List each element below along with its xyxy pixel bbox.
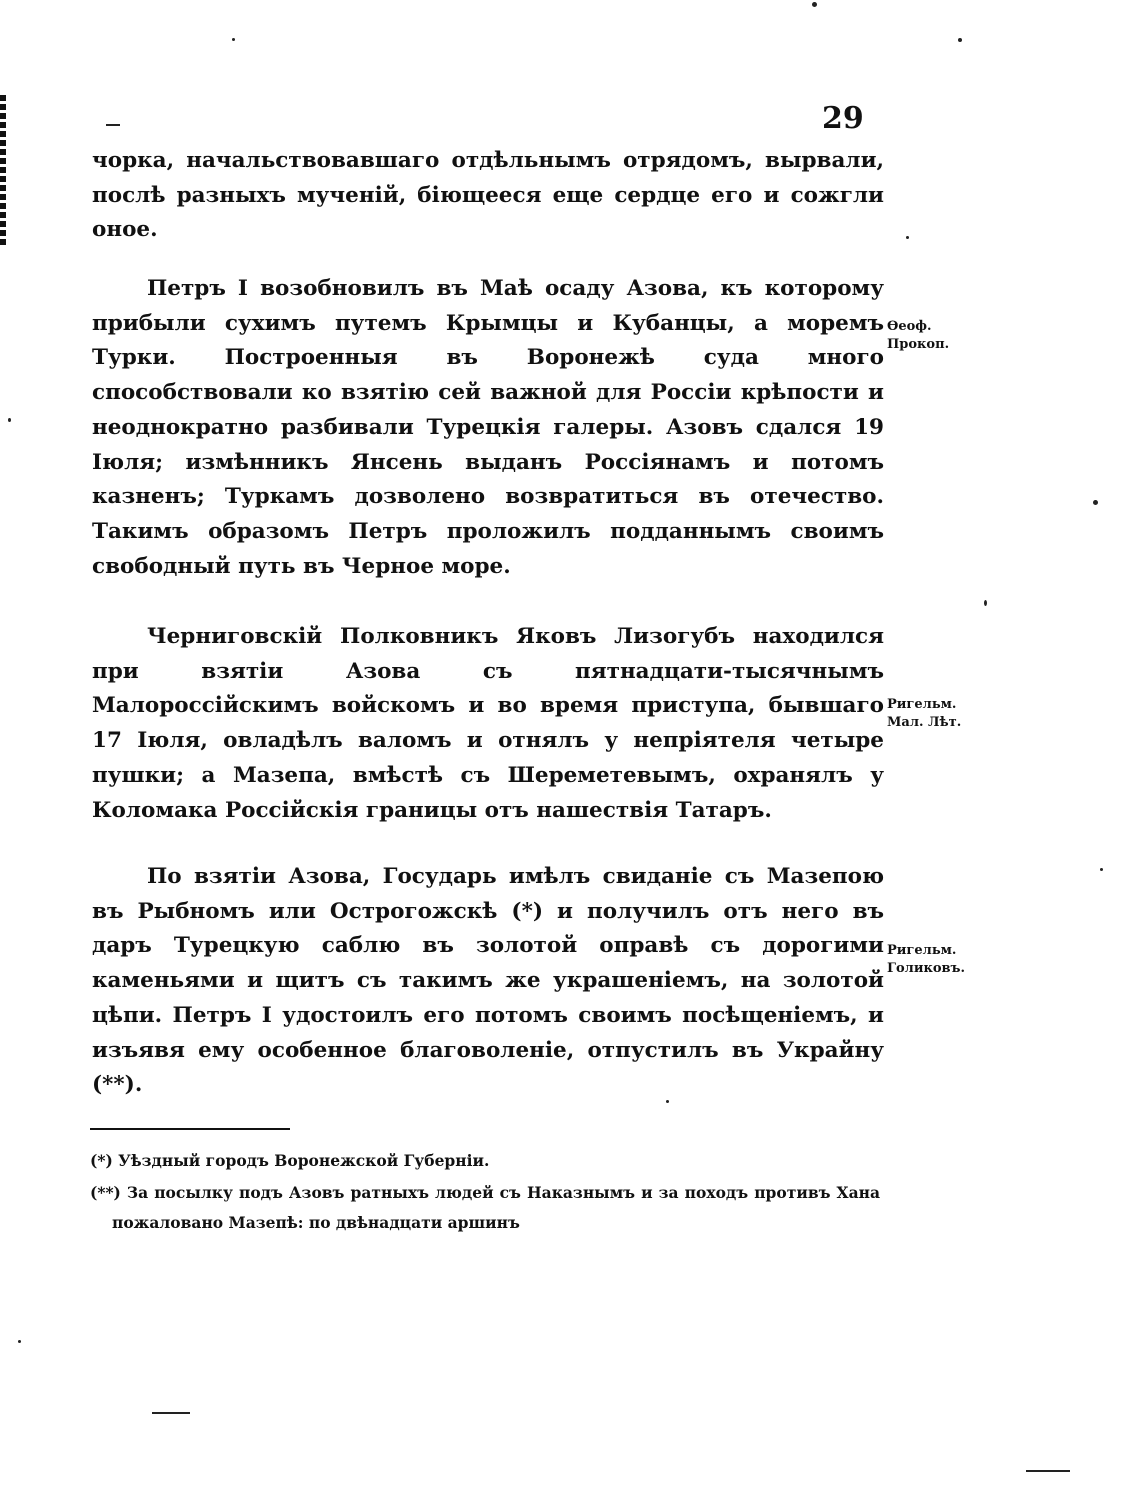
- scan-speck: [666, 1100, 669, 1103]
- margin-note-1: Ѳеоф. Прокоп.: [887, 319, 950, 352]
- margin-note-2: Ригельм. Мал. Лѣт.: [887, 697, 962, 730]
- scan-speck: [984, 600, 987, 606]
- body-paragraph-2: Петръ I возобновилъ въ Маѣ осаду Азова, къ которому прибыли сухимъ путемъ Крымцы и Кубанцы, а моремъ Турки. Построенныя въ Воронежѣ суда много способствовали ко взятію сей важной для Россіи крѣпости и неоднократно разбивали Турецкія галеры. Азовъ сдался 19 Іюля; измѣнникъ Янсень выданъ Россіянамъ и потомъ казненъ; Туркамъ дозволено возвратиться въ отечество. Такимъ образомъ Петръ проложилъ подданнымъ своимъ свободный путь въ Черное море.: [92, 276, 884, 579]
- binding-edge: [0, 95, 6, 245]
- scan-dash: [152, 1412, 190, 1414]
- footnote-rule: [90, 1128, 290, 1130]
- body-paragraph-4: По взятіи Азова, Государь имѣлъ свиданіе съ Мазепою въ Рыбномъ или Острогожскѣ (*) и получилъ отъ него въ даръ Турецкую саблю въ золотой оправѣ съ дорогими каменьями и щитъ съ такимъ же украшеніемъ, на золотой цѣпи. Петръ I удостоилъ его потомъ своимъ посѣщеніемъ, и изъявя ему особенное благоволеніе, отпустилъ въ Украйну (**).: [92, 864, 884, 1098]
- footnote-2: (**) За посылку подъ Азовъ ратныхъ людей съ Наказнымъ и за походъ противъ Хана пожаловано Мазепѣ: по двѣнадцати аршинъ: [90, 1183, 880, 1232]
- scan-speck: [812, 2, 817, 7]
- scan-speck: [1093, 500, 1098, 505]
- header-dash: [106, 124, 120, 126]
- margin-note-3: Ригельм. Голиковъ.: [887, 943, 966, 976]
- page-number: 29: [822, 101, 864, 136]
- scan-speck: [958, 38, 962, 42]
- scan-speck: [1100, 868, 1103, 871]
- scan-speck: [906, 236, 909, 239]
- body-paragraph-3: Черниговскій Полковникъ Яковъ Лизогубъ находился при взятіи Азова съ пятнадцати-тысячнымъ Малороссійскимъ войскомъ и во время приступа, бывшаго 17 Іюля, овладѣлъ валомъ и отнялъ у непріятеля четыре пушки; а Мазепа, вмѣстѣ съ Шереметевымъ, охранялъ у Коломака Россійскія границы отъ нашествія Татаръ.: [92, 624, 884, 823]
- scan-speck: [232, 38, 235, 41]
- footnote-1: (*) Уѣздный городъ Воронежской Губерніи.: [90, 1151, 490, 1170]
- scan-dash: [1026, 1470, 1070, 1472]
- body-paragraph-1: чорка, начальствовавшаго отдѣльнымъ отрядомъ, вырвали, послѣ разныхъ мученій, біющееся еще сердце его и сожгли оное.: [92, 148, 884, 243]
- scan-speck: [18, 1340, 21, 1343]
- scan-speck: [8, 418, 11, 422]
